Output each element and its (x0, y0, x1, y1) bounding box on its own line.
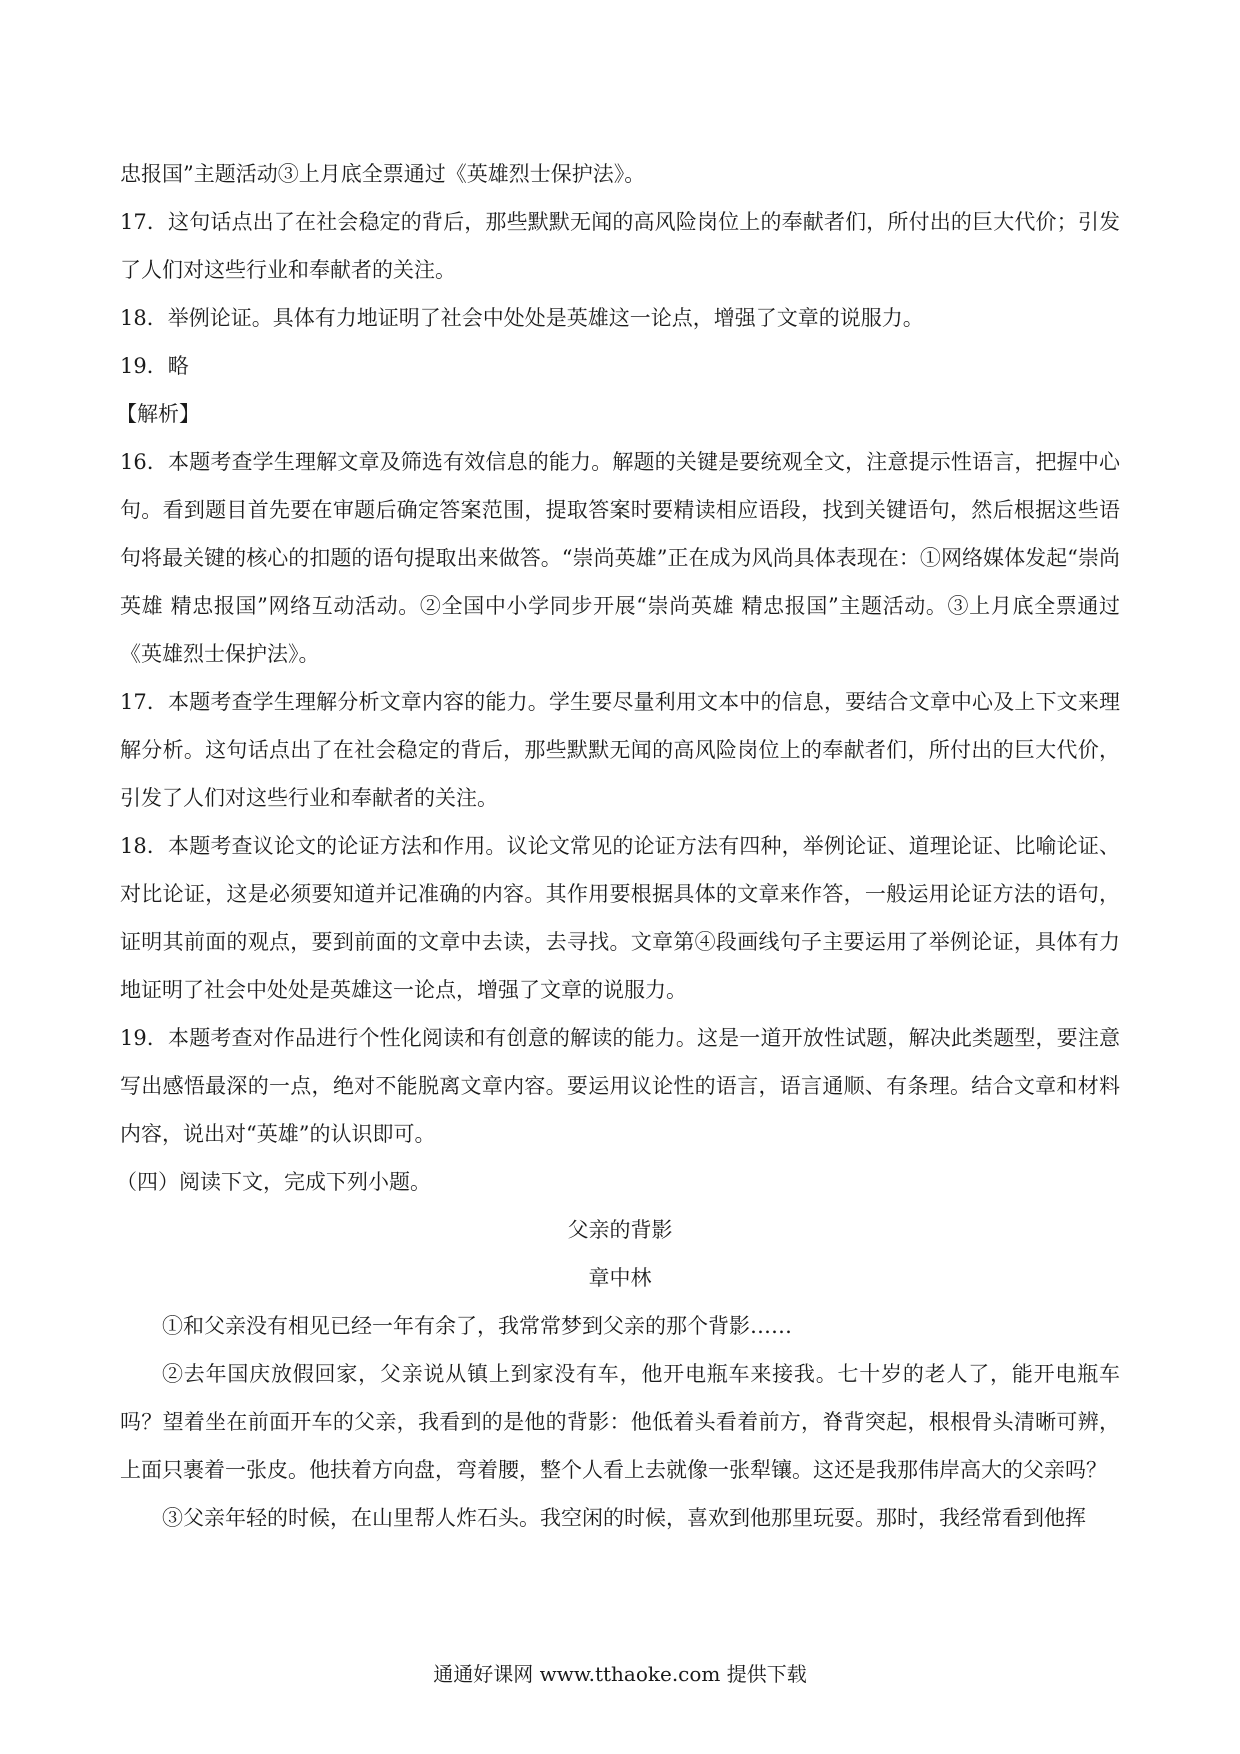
answer-17: 17．这句话点出了在社会稳定的背后，那些默默无闻的高风险岗位上的奉献者们，所付出的巨大代价；引发了人们对这些行业和奉献者的关注。 (120, 210, 1120, 282)
article-paragraph-2: ②去年国庆放假回家，父亲说从镇上到家没有车，他开电瓶车来接我。七十岁的老人了，能开电瓶车吗？望着坐在前面开车的父亲，我看到的是他的背影：他低着头看着前方，脊背突起，根根骨头清晰可辨，上面只裹着一张皮。他扶着方向盘，弯着腰，整个人看上去就像一张犁镶。这还是我那伟岸高大的父亲吗？ (120, 1362, 1120, 1482)
page-footer: 通通好课网 www.tthaoke.com 提供下载 (433, 1662, 807, 1686)
analysis-16: 16．本题考查学生理解文章及筛选有效信息的能力。解题的关键是要统观全文，注意提示性语言，把握中心句。看到题目首先要在审题后确定答案范围，提取答案时要精读相应语段，找到关键语句，然后根据这些语句将最关键的核心的扣题的语句提取出来做答。“崇尚英雄”正在成为风尚具体表现在：①网络媒体发起“崇尚英雄 精忠报国”网络互动活动。②全国中小学同步开展“崇尚英雄 精忠报国”主题活动。③上月底全票通过《英雄烈士保护法》。 (120, 450, 1120, 666)
article-paragraph-3: ③父亲年轻的时候，在山里帮人炸石头。我空闲的时候，喜欢到他那里玩耍。那时，我经常看到他挥 (162, 1506, 1086, 1530)
analysis-19: 19．本题考查对作品进行个性化阅读和有创意的解读的能力。这是一道开放性试题，解决此类题型，要注意写出感悟最深的一点，绝对不能脱离文章内容。要运用议论性的语言，语言通顺、有条理。结合文章和材料内容，说出对“英雄”的认识即可。 (120, 1026, 1120, 1146)
answer-18: 18．举例论证。具体有力地证明了社会中处处是英雄这一论点，增强了文章的说服力。 (120, 306, 924, 330)
answer-16-continuation: 忠报国”主题活动③上月底全票通过《英雄烈士保护法》。 (120, 162, 646, 186)
analysis-18: 18．本题考查议论文的论证方法和作用。议论文常见的论证方法有四种，举例论证、道理论证、比喻论证、对比论证，这是必须要知道并记准确的内容。其作用要根据具体的文章来作答，一般运用论证方法的语句，证明其前面的观点，要到前面的文章中去读，去寻找。文章第④段画线句子主要运用了举例论证，具体有力地证明了社会中处处是英雄这一论点，增强了文章的说服力。 (120, 834, 1120, 1002)
section-4-instruction: （四）阅读下文，完成下列小题。 (116, 1170, 431, 1194)
analysis-17: 17．本题考查学生理解分析文章内容的能力。学生要尽量利用文本中的信息，要结合文章中心及上下文来理解分析。这句话点出了在社会稳定的背后，那些默默无闻的高风险岗位上的奉献者们，所付出的巨大代价，引发了人们对这些行业和奉献者的关注。 (120, 690, 1120, 810)
answer-19: 19．略 (120, 354, 189, 378)
analysis-heading: 【解析】 (116, 402, 200, 426)
document-body (116, 150, 1120, 1542)
article-paragraph-1: ①和父亲没有相见已经一年有余了，我常常梦到父亲的那个背影…… (162, 1314, 792, 1338)
article-title: 父亲的背影 (567, 1218, 673, 1242)
article-author: 章中林 (588, 1266, 652, 1290)
